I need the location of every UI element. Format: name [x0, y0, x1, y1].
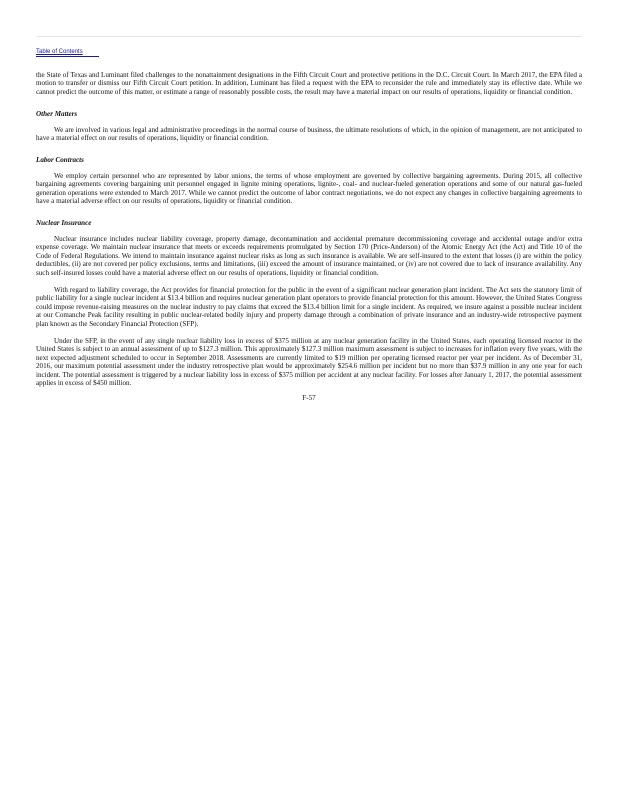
- nuclear-insurance-paragraph-3: Under the SFP, in the event of any single nuclear liability loss in excess of $375 million at any nuclear generation facility in the United States, each operating licensed reactor in the United States is subject to an annual assessment of up to $127.3 million. This approximately $127.3 million maximum assessment is subject to increases for inflation every five years, with the next expected adjustment scheduled to occur in September 2018. Assessments are currently limited to $19 million per operating licensed reactor per year per incident. As of December 31, 2016, our maximum potential assessment under the industry retrospective plan would be approximately $254.6 million per incident but no more than $37.9 million in any one year for each incident. The potential assessment is triggered by a nuclear liability loss in excess of $375 million per accident at any nuclear facility. For losses after January 1, 2017, the potential assessment applies in excess of $450 million.: [36, 336, 582, 387]
- nuclear-insurance-heading: Nuclear Insurance: [36, 219, 92, 228]
- page-number: F-57: [302, 394, 316, 403]
- other-matters-heading: Other Matters: [36, 110, 78, 119]
- table-of-contents-link[interactable]: Table of Contents: [36, 49, 83, 55]
- link-underline: [36, 56, 99, 57]
- labor-contracts-paragraph: We employ certain personnel who are represented by labor unions, the terms of whose employment are governed by collective bargaining agreements. During 2015, all collective bargaining agreements covering bargaining unit personnel engaged in lignite mining operations, lignite-, coal- and nuclear-fueled generation operations and some of our natural gas-fueled generation operations were extended to March 2017. While we cannot predict the outcome of labor contract negotiations, we do not expect any changes in collective bargaining agreements to have a material adverse effect on our results of operations, liquidity or financial condition.: [36, 171, 582, 206]
- page-header: [36, 36, 582, 55]
- labor-contracts-heading: Labor Contracts: [36, 156, 84, 165]
- intro-paragraph: the State of Texas and Luminant filed challenges to the nonattainment designations in the Fifth Circuit Court and protective petitions in the D.C. Circuit Court. In March 2017, the EPA filed a motion to transfer or dismiss our Fifth Circuit Court petition. In addition, Luminant has filed a request with the EPA to reconsider the rule and immediately stay its effective date. While we cannot predict the outcome of this matter, or estimate a range of reasonably possible costs, the result may have a material impact on our results of operations, liquidity or financial condition.: [36, 71, 582, 96]
- document-page: [36, 36, 582, 403]
- other-matters-paragraph: We are involved in various legal and administrative proceedings in the normal course of business, the ultimate resolutions of which, in the opinion of management, are not anticipated to have a material effect on our results of operations, liquidity or financial condition.: [36, 125, 582, 143]
- page-content: [36, 71, 582, 403]
- nuclear-insurance-paragraph-2: With regard to liability coverage, the Act provides for financial protection for the public in the event of a significant nuclear generation plant incident. The Act sets the statutory limit of public liability for a single nuclear incident at $13.4 billion and requires nuclear generation plant operators to provide financial protection for this amount. However, the United States Congress could impose revenue-raising measures on the nuclear industry to pay claims that exceed the $13.4 billion limit for a single incident. As required, we insure against a possible nuclear incident at our Comanche Peak facility resulting in public nuclear-related bodily injury and property damage through a combination of private insurance and an industry-wide retrospective payment plan known as the Secondary Financial Protection (SFP).: [36, 285, 582, 328]
- nuclear-insurance-paragraph-1: Nuclear insurance includes nuclear liability coverage, property damage, decontamination and accidental premature decommissioning coverage and accidental outage and/or extra expense coverage. We maintain nuclear insurance that meets or exceeds requirements promulgated by Section 170 (Price-Anderson) of the Atomic Energy Act (the Act) and Title 10 of the Code of Federal Regulations. We intend to maintain insurance against nuclear risks as long as such insurance is available. We are self-insured to the extent that losses (i) are within the policy deductibles, (ii) are not covered per policy exclusions, terms and limitations, (iii) exceed the amount of insurance maintained, or (iv) are not covered due to lack of insurance availability. Any such self-insured losses could have a material adverse effect on our results of operations, liquidity or financial condition.: [36, 234, 582, 277]
